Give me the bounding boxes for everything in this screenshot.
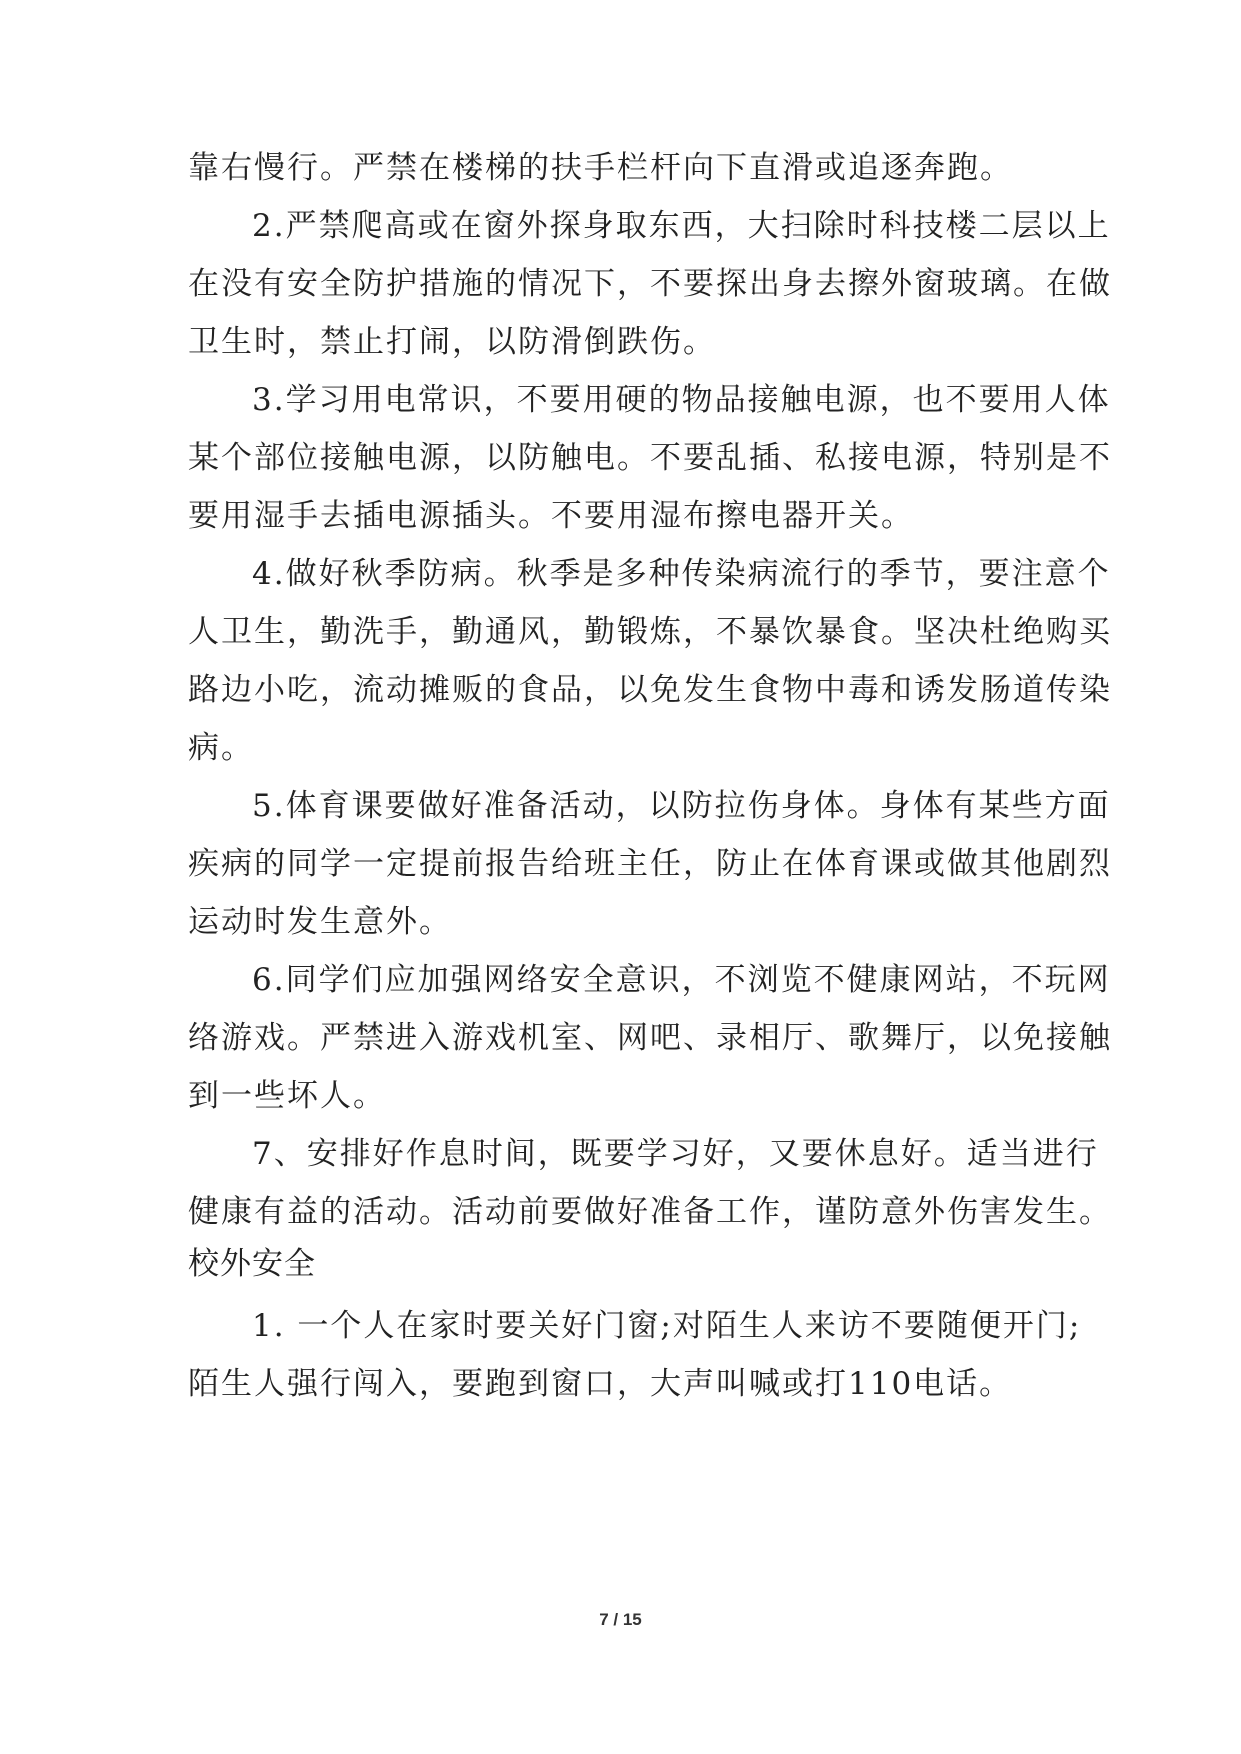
text-line: 某个部位接触电源，以防触电。不要乱插、私接电源，特别是不 (188, 440, 1112, 476)
text-line: 路边小吃，流动摊贩的食品，以免发生食物中毒和诱发肠道传染 (188, 672, 1112, 708)
text-line: 到一些坏人。 (188, 1078, 386, 1114)
text-line: 卫生时，禁止打闹，以防滑倒跌伤。 (188, 324, 716, 360)
list-item-3-line-1: 3.学习用电常识，不要用硬的物品接触电源，也不要用人体 (252, 382, 1111, 418)
text-line: 疾病的同学一定提前报告给班主任，防止在体育课或做其他剧烈 (188, 846, 1112, 882)
list-item-1-line-1: 1. 一个人在家时要关好门窗;对陌生人来访不要随便开门; (252, 1308, 1082, 1344)
text-line: 靠右慢行。严禁在楼梯的扶手栏杆向下直滑或追逐奔跑。 (188, 150, 1013, 186)
text-line: 运动时发生意外。 (188, 904, 452, 940)
text-line: 在没有安全防护措施的情况下，不要探出身去擦外窗玻璃。在做 (188, 266, 1112, 302)
list-item-5-line-1: 5.体育课要做好准备活动，以防拉伤身体。身体有某些方面 (252, 788, 1111, 824)
list-item-6-line-1: 6.同学们应加强网络安全意识，不浏览不健康网站，不玩网 (252, 962, 1111, 998)
list-item-2-line-1: 2.严禁爬高或在窗外探身取东西，大扫除时科技楼二层以上 (252, 208, 1111, 244)
list-item-7-line-1: 7、安排好作息时间，既要学习好，又要休息好。适当进行 (252, 1136, 1099, 1172)
text-line: 络游戏。严禁进入游戏机室、网吧、录相厅、歌舞厅，以免接触 (188, 1020, 1112, 1056)
section-heading: 校外安全 (188, 1246, 316, 1282)
text-line: 人卫生，勤洗手，勤通风，勤锻炼，不暴饮暴食。坚决杜绝购买 (188, 614, 1112, 650)
text-line: 病。 (188, 730, 254, 766)
text-line: 要用湿手去插电源插头。不要用湿布擦电器开关。 (188, 498, 914, 534)
page-number: 7 / 15 (599, 1610, 642, 1629)
text-line: 陌生人强行闯入，要跑到窗口，大声叫喊或打110电话。 (188, 1366, 1013, 1402)
text-line: 健康有益的活动。活动前要做好准备工作，谨防意外伤害发生。 (188, 1194, 1112, 1230)
list-item-4-line-1: 4.做好秋季防病。秋季是多种传染病流行的季节，要注意个 (252, 556, 1111, 592)
